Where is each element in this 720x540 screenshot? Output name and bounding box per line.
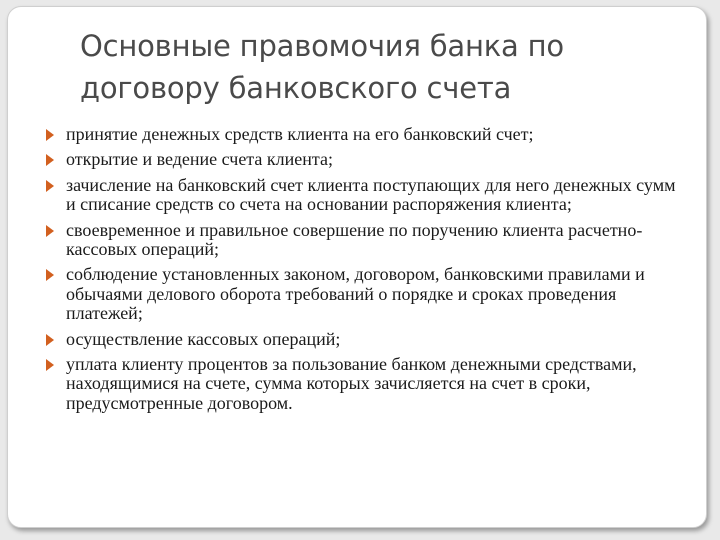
bullet-text: уплата клиенту процентов за пользование банком денежными средствами, находящимися на счете, сумма которых зачисляется на счет в сроки, предусмотренные договором.: [66, 354, 637, 413]
list-item: [44, 330, 684, 349]
bullet-text: осуществление кассовых операций;: [66, 328, 341, 349]
list-item: [44, 265, 684, 323]
list-item: [44, 150, 684, 169]
triangle-right-icon: [46, 334, 54, 346]
bullet-list: [44, 125, 684, 419]
list-item: [44, 176, 684, 215]
bullet-text: своевременное и правильное совершение по поручению клиента расчетно-кассовых операций;: [66, 219, 643, 260]
slide-title-line-1: Основные правомочия банка по: [80, 29, 564, 63]
triangle-right-icon: [46, 129, 54, 141]
bullet-text: зачисление на банковский счет клиента поступающих для него денежных сумм и списание средств со счета на основании распоряжения клиента;: [66, 174, 676, 215]
list-item: [44, 221, 684, 260]
slide-frame: [7, 6, 707, 528]
triangle-right-icon: [46, 225, 54, 237]
slide-title-line-2: договору банковского счета: [80, 71, 512, 105]
slide-title: [80, 25, 640, 109]
list-item: [44, 355, 684, 413]
triangle-right-icon: [46, 154, 54, 166]
bullet-text: принятие денежных средств клиента на его банковский счет;: [66, 124, 534, 144]
list-item: [44, 125, 684, 144]
triangle-right-icon: [46, 359, 54, 371]
bullet-text: открытие и ведение счета клиента;: [66, 149, 333, 170]
triangle-right-icon: [46, 269, 54, 281]
bullet-text: соблюдение установленных законом, договором, банковскими правилами и обычаями делового оборота требований о порядке и сроках проведения платежей;: [66, 264, 645, 324]
triangle-right-icon: [46, 180, 54, 192]
